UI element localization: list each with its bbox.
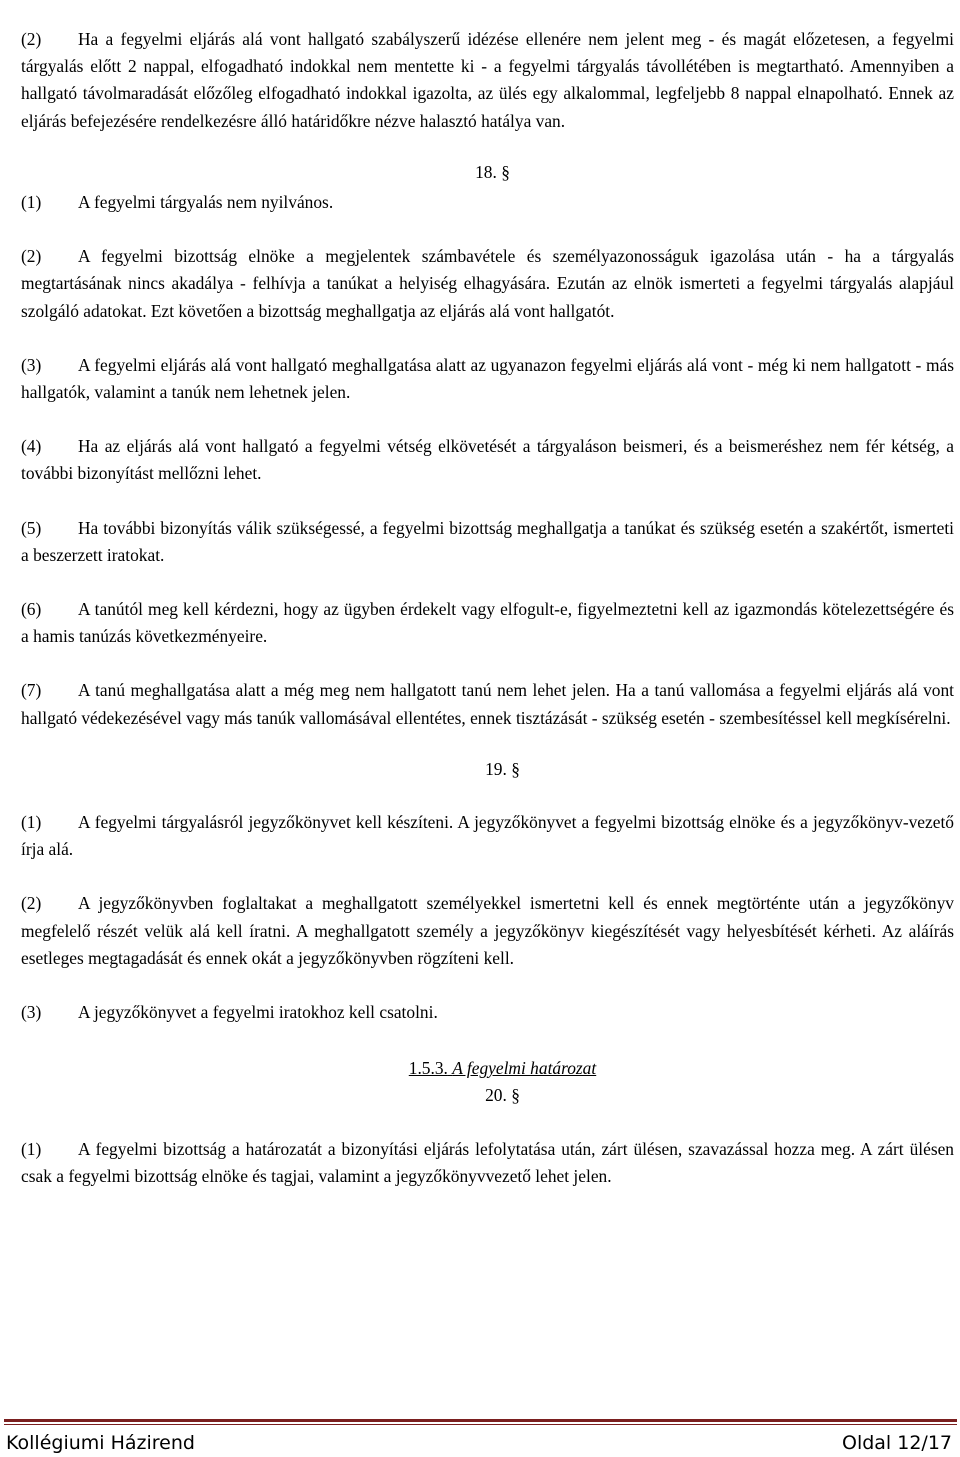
section-heading-20: 20. § bbox=[485, 1085, 520, 1106]
paragraph-number: (3) bbox=[21, 1002, 42, 1023]
paragraph-18-7 bbox=[21, 677, 954, 731]
subheading bbox=[21, 1055, 954, 1082]
footer-document-title: Kollégiumi Házirend bbox=[6, 1432, 195, 1454]
footer-divider-thin bbox=[4, 1424, 957, 1425]
footer-page-number: Oldal 12/17 bbox=[841, 1432, 952, 1454]
paragraph-18-6 bbox=[21, 596, 954, 650]
paragraph-text: A fegyelmi eljárás alá vont hallgató meghallgatása alatt az ugyanazon fegyelmi eljárás alá vont - még ki nem hallgatott - más hallgatók, valamint a tanúk nem lehetnek jelen. bbox=[21, 354, 954, 403]
paragraph-text: A fegyelmi bizottság elnöke a megjelentek számbavétele és személyazonosságuk igazolása után - ha a tárgyalás megtartásának nincs akadálya - felhívja a tanúkat a helyiség elhagyására. Ezután az elnök ismerteti a fegyelmi tárgyalás alapjául szolgáló adatokat. Ezt követően a bizottság meghallgatja az eljárás alá vont hallgatót. bbox=[21, 246, 954, 321]
section-heading-18: 18. § bbox=[475, 161, 510, 182]
paragraph-number: (1) bbox=[21, 812, 42, 833]
paragraph-text: A tanútól meg kell kérdezni, hogy az ügyben érdekelt vagy elfogult-e, figyelmeztetni kell az igazmondás kötelezettségére és a hamis tanúzás következményeire. bbox=[21, 599, 954, 647]
paragraph-text: A jegyzőkönyvben foglaltakat a meghallgatott személyekkel ismertetni kell és ennek megtörténte után a jegyzőkönyv megfelelő részét velük alá kell íratni. A meghallgatott személy a jegyzőkönyv kiegészítését vagy helyesbítését kérheti. Az aláírás esetleges megtagadását és ennek okát a jegyzőkönyvben rögzíteni kell. bbox=[21, 893, 954, 968]
paragraph-number: (2) bbox=[21, 246, 42, 267]
paragraph-number: (3) bbox=[21, 354, 42, 375]
paragraph-18-5 bbox=[21, 515, 954, 569]
paragraph-19-1 bbox=[21, 809, 954, 863]
paragraph-number: (7) bbox=[21, 680, 42, 701]
paragraph-18-1 bbox=[21, 189, 954, 216]
paragraph-text: A fegyelmi tárgyalás nem nyilvános. bbox=[78, 192, 334, 213]
paragraph-19-3 bbox=[21, 999, 954, 1026]
paragraph-text: A tanú meghallgatása alatt a még meg nem hallgatott tanú nem lehet jelen. Ha a tanú vallomása a fegyelmi eljárás alá vont hallgató védekezésével vagy más tanúk vallomásával ellentétes, ennek tisztázását - szükség esetén - szembesítéssel kell megkísérelni. bbox=[21, 680, 954, 728]
subheading-title: A fegyelmi határozat bbox=[452, 1058, 597, 1079]
paragraph-2-prev bbox=[21, 26, 954, 135]
paragraph-number: (2) bbox=[21, 893, 42, 914]
paragraph-number: (1) bbox=[21, 1138, 42, 1159]
paragraph-number: (4) bbox=[21, 436, 42, 457]
paragraph-text: A fegyelmi tárgyalásról jegyzőkönyvet kell készíteni. A jegyzőkönyvet a fegyelmi bizottság elnöke és a jegyzőkönyv-vezető írja alá. bbox=[21, 812, 954, 860]
paragraph-18-3 bbox=[21, 352, 954, 406]
footer-divider bbox=[4, 1419, 957, 1422]
paragraph-text: A fegyelmi bizottság a határozatát a bizonyítási eljárás lefolytatása után, zárt ülésen, szavazással hozza meg. A zárt ülésen csak a fegyelmi bizottság elnöke és tagjai, valamint a jegyzőkönyvvezető lehet jelen. bbox=[21, 1138, 954, 1186]
paragraph-text: Ha az eljárás alá vont hallgató a fegyelmi vétség elkövetését a tárgyaláson beismeri, és a beismeréshez nem fér kétség, a további bizonyítást mellőzni lehet. bbox=[21, 436, 954, 484]
paragraph-number: (1) bbox=[21, 192, 42, 213]
paragraph-19-2 bbox=[21, 890, 954, 972]
paragraph-18-2 bbox=[21, 243, 954, 325]
paragraph-text: Ha további bizonyítás válik szükségessé, a fegyelmi bizottság meghallgatja a tanúkat és szükség esetén a szakértőt, ismerteti a beszerzett iratokat. bbox=[21, 517, 954, 565]
subheading-number: 1.5.3. bbox=[408, 1058, 448, 1079]
document-body bbox=[21, 26, 954, 1190]
section-heading-19: 19. § bbox=[485, 758, 520, 779]
paragraph-number: (6) bbox=[21, 599, 42, 620]
paragraph-number: (5) bbox=[21, 517, 42, 538]
paragraph-18-4 bbox=[21, 433, 954, 487]
paragraph-text: Ha a fegyelmi eljárás alá vont hallgató szabályszerű idézése ellenére nem jelent meg - és magát előzetesen, a fegyelmi tárgyalás előtt 2 nappal, elfogadható indokkal nem mentette ki - a fegyelmi tárgyalás távollétében is megtartható. Amennyiben a hallgató távolmaradását előzőleg elfogadható indokkal igazolta, az ülés egy alkalommal, legfeljebb 8 nappal elnapolható. Ennek az eljárás befejezésére rendelkezésre álló határidőkre nézve halasztó hatálya van. bbox=[21, 29, 954, 131]
paragraph-20-1 bbox=[21, 1136, 954, 1190]
paragraph-number: (2) bbox=[21, 29, 42, 49]
paragraph-text: A jegyzőkönyvet a fegyelmi iratokhoz kell csatolni. bbox=[78, 1002, 438, 1023]
